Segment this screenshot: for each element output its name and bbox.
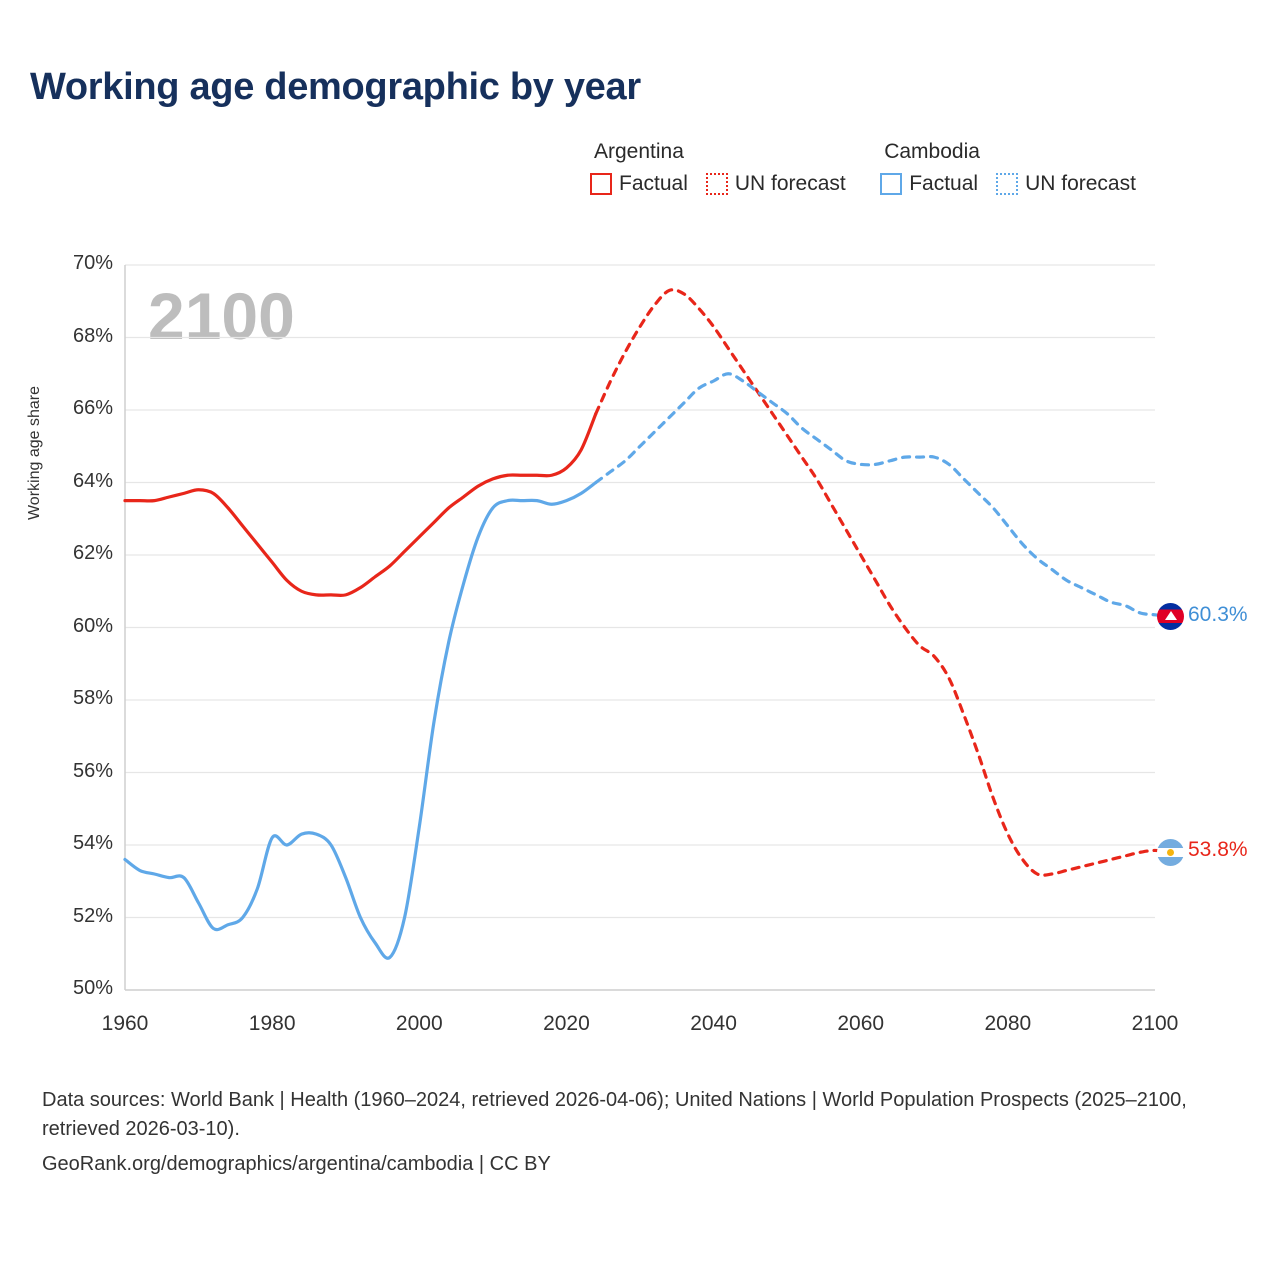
x-tick-label: 2080 bbox=[984, 1012, 1032, 1035]
x-tick-label: 2040 bbox=[690, 1012, 737, 1035]
x-tick-label: 2020 bbox=[543, 1012, 590, 1035]
cambodia-end-label: 60.3% bbox=[1188, 602, 1248, 626]
y-tick-label: 64% bbox=[72, 469, 113, 492]
y-tick-label: 56% bbox=[72, 759, 113, 782]
y-tick-label: 60% bbox=[72, 614, 113, 637]
legend-label-argentina-forecast: UN forecast bbox=[734, 172, 846, 195]
legend-label-argentina-factual: Factual bbox=[619, 172, 688, 195]
footer-sources: Data sources: World Bank | Health (1960–2024, retrieved 2026-04-06); United Nations | World Population Prospects (2025–2100, retrieved 2026-03-10). bbox=[42, 1089, 1187, 1140]
y-tick-label: 62% bbox=[72, 542, 113, 564]
y-tick-label: 54% bbox=[72, 832, 113, 854]
chart-watermark: 2100 bbox=[148, 279, 295, 353]
argentina-end-label: 53.8% bbox=[1188, 838, 1248, 862]
y-tick-label: 58% bbox=[72, 687, 113, 709]
x-tick-label: 2000 bbox=[395, 1012, 443, 1035]
y-tick-label: 68% bbox=[72, 324, 113, 347]
cambodia-flag-icon bbox=[1157, 603, 1184, 630]
legend-label-cambodia-factual: Factual bbox=[909, 172, 979, 195]
x-tick-label: 1960 bbox=[101, 1012, 149, 1035]
page-title: Working age demographic by year bbox=[30, 66, 641, 108]
y-tick-label: 50% bbox=[72, 977, 113, 999]
argentina-flag-icon bbox=[1157, 839, 1184, 866]
legend-label-cambodia-forecast: UN forecast bbox=[1025, 172, 1136, 195]
footer bbox=[42, 1086, 1222, 1179]
y-tick-label: 66% bbox=[72, 397, 113, 419]
x-tick-label: 2060 bbox=[837, 1012, 885, 1035]
legend-country-cambodia: Cambodia bbox=[884, 140, 980, 163]
y-axis-label: Working age share bbox=[26, 386, 43, 520]
footer-attribution: GeoRank.org/demographics/argentina/cambodia | CC BY bbox=[42, 1153, 551, 1175]
y-tick-label: 52% bbox=[72, 904, 113, 927]
x-tick-label: 2100 bbox=[1131, 1012, 1179, 1035]
legend-country-argentina: Argentina bbox=[594, 140, 684, 163]
y-tick-label: 70% bbox=[72, 252, 113, 274]
x-tick-label: 1980 bbox=[248, 1012, 296, 1035]
